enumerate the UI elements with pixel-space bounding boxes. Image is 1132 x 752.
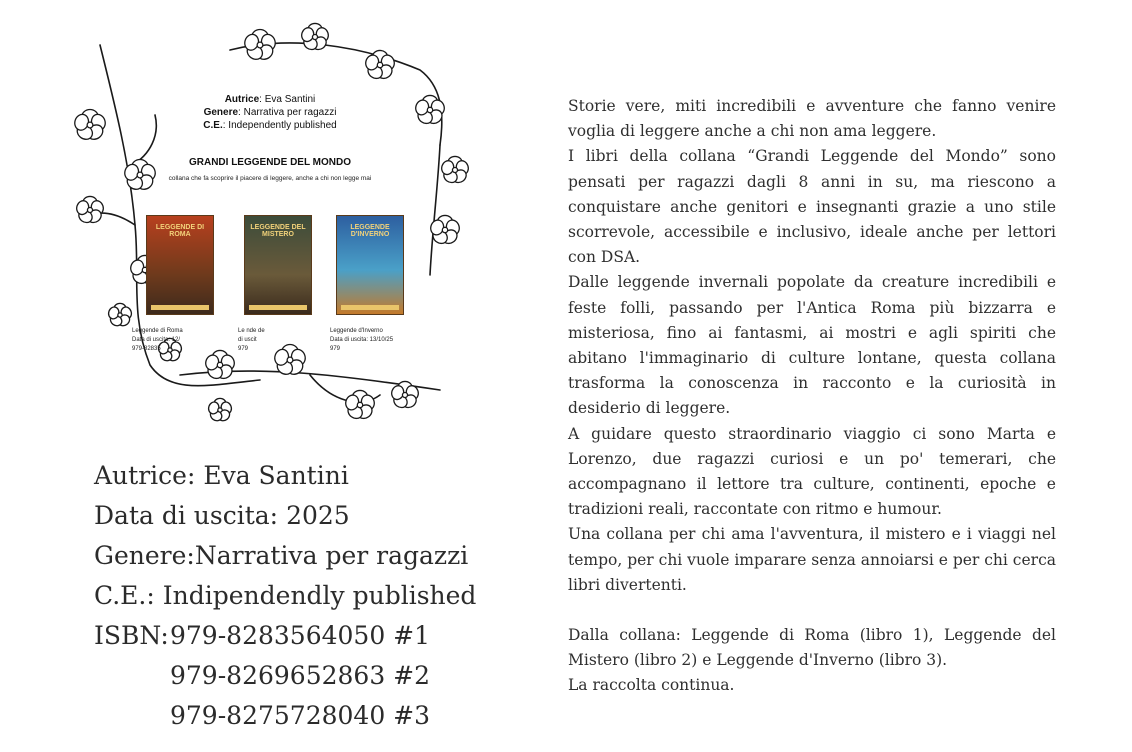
- blossom-flower: [364, 50, 396, 81]
- blossom-flower: [204, 350, 236, 381]
- caption-date: di uscit: [238, 337, 257, 343]
- flyer-series-title: GRANDI LEGGENDE DEL MONDO: [188, 157, 352, 168]
- caption-title: Le nde de: [238, 328, 265, 334]
- flyer-author-value: : Eva Santini: [259, 94, 316, 105]
- description-paragraph: I libri della collana “Grandi Leggende del Mondo” sono pensati per ragazzi dagli 8 anni in su, ma riescono a conquistare anche genitori e insegnanti grazie a uno stile scorrevole, accessibile e inclusivo, ideale anche per lettori con DSA.: [568, 147, 1056, 267]
- flyer-publisher-value: : Independently published: [222, 120, 337, 131]
- book-cover-winter: [336, 215, 404, 315]
- caption-isbn: 979: [330, 346, 341, 352]
- description-paragraph: Storie vere, miti incredibili e avventure che fanno venire voglia di leggere anche a chi non ama leggere.: [568, 97, 1056, 141]
- caption-date: Data di uscita: 13/10/25: [330, 337, 394, 343]
- description-closing: La raccolta continua.: [568, 676, 735, 695]
- caption-date: Data di uscita: 12/: [132, 337, 181, 343]
- book-info: [94, 456, 476, 736]
- book-cover-title: LEGGENDE D'INVERNO: [350, 224, 390, 238]
- series-description: [568, 94, 1056, 699]
- book-cover-title: LEGGENDE DEL MISTERO: [250, 224, 306, 238]
- blossom-flower: [207, 398, 233, 423]
- blossom-flower: [300, 23, 330, 52]
- genre-label: Genere:: [94, 541, 195, 570]
- caption-isbn: 979: [238, 346, 249, 352]
- description-paragraph: Una collana per chi ama l'avventura, il mistero e i viaggi nel tempo, per chi vuole imparare senza annoiarsi e per chi cerca libri divertenti.: [568, 525, 1056, 594]
- author-value: Eva Santini: [203, 461, 349, 490]
- author-label: Autrice:: [94, 461, 196, 490]
- flyer-publisher-label: C.E.: [203, 120, 223, 131]
- book-cover-mystery: [244, 215, 312, 315]
- isbn-row: [94, 616, 476, 736]
- date-label: Data di uscita:: [94, 501, 279, 530]
- date-value: 2025: [286, 501, 350, 530]
- publisher-row: [94, 576, 476, 616]
- flyer-genre-value: : Narrativa per ragazzi: [238, 107, 337, 118]
- book-cover-rome: [146, 215, 214, 315]
- caption-title: Leggende d'Inverno: [330, 328, 383, 334]
- book-caption-mystery: [238, 327, 328, 354]
- author-row: [94, 456, 476, 496]
- book-caption-winter: [330, 327, 420, 354]
- book-cover-title: LEGGENDE DI ROMA: [155, 224, 205, 238]
- genre-row: [94, 536, 476, 576]
- isbn-item: 979-8283564050 #1: [170, 621, 431, 650]
- series-flyer: [60, 15, 480, 445]
- flyer-meta: [60, 93, 480, 132]
- flyer-tagline: collana che fa scoprire il piacere di leggere, anche a chi non legge mai: [168, 175, 372, 182]
- blossom-flower: [75, 196, 105, 225]
- description-series-list: Dalla collana: Leggende di Roma (libro 1), Leggende del Mistero (libro 2) e Leggende d'Inverno (libro 3).: [568, 626, 1056, 670]
- caption-title: Leggende di Roma: [132, 328, 183, 334]
- publisher-label: C.E.:: [94, 581, 155, 610]
- isbn-list: [170, 616, 430, 736]
- description-paragraph: Dalle leggende invernali popolate da creature incredibili e feste folli, passando per l'Antica Roma più bizzarra e misteriosa, fino ai fantasmi, ai mostri e agli spiriti che abitano l'immaginario di culture lontane, questa collana trasforma la conoscenza in racconto e la curiosità in desiderio di leggere.: [568, 273, 1056, 418]
- publisher-value: Indipendendly published: [162, 581, 477, 610]
- isbn-item: 979-8275728040 #3: [170, 701, 431, 730]
- book-caption-rome: [132, 327, 222, 354]
- isbn-item: 979-8269652863 #2: [170, 661, 431, 690]
- blossom-flower: [243, 29, 277, 62]
- description-paragraph: A guidare questo straordinario viaggio ci sono Marta e Lorenzo, due ragazzi curiosi e un po' temerari, che accompagnano il lettore tra culture, continenti, epoche e tradizioni reali, raccontate con ritmo e humour.: [568, 424, 1056, 519]
- blossom-flower: [107, 303, 133, 328]
- genre-value: Narrativa per ragazzi: [194, 541, 469, 570]
- blossom-flower: [344, 390, 376, 421]
- isbn-label: ISBN:: [94, 621, 169, 650]
- flyer-author-label: Autrice: [224, 94, 260, 105]
- caption-isbn: 979-82835: [132, 346, 161, 352]
- flyer-genre-label: Genere: [203, 107, 239, 118]
- date-row: [94, 496, 476, 536]
